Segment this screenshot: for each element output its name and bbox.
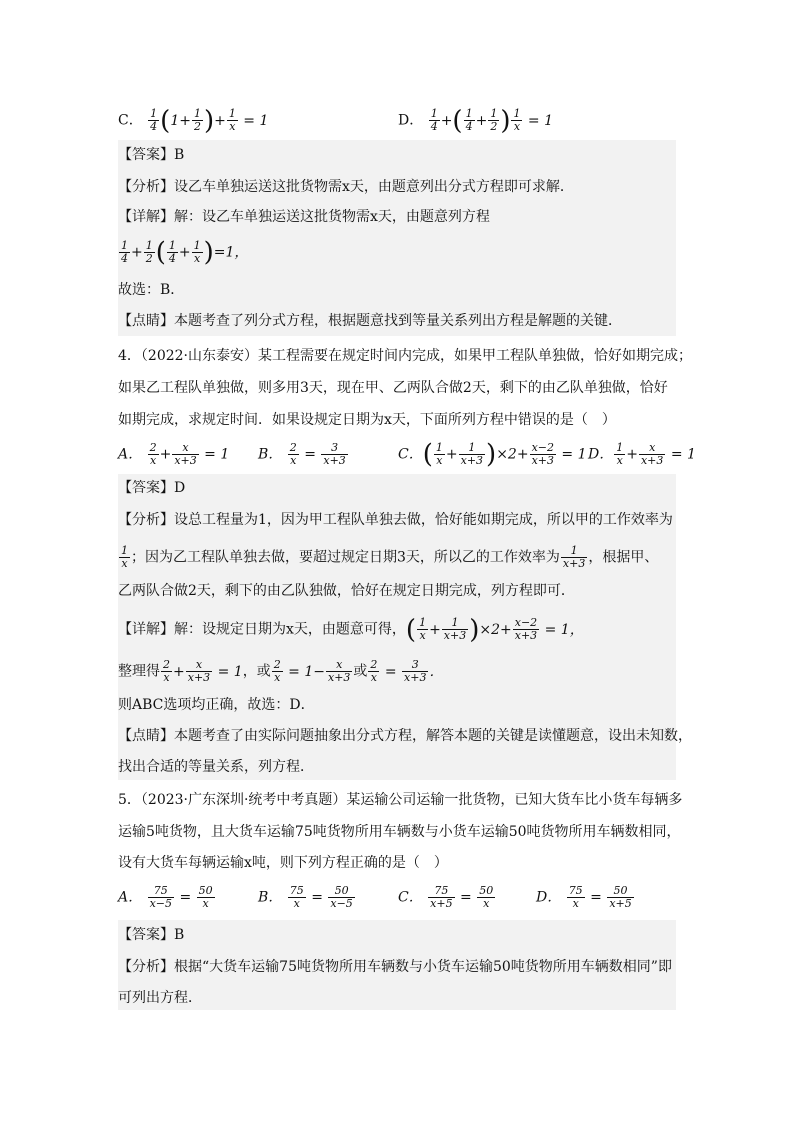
q3-option-c-formula: $\frac{1}{4}$ (1+ $\frac{1}{2}$ )+ $\frac{1}{x}$ = 1 [150, 105, 269, 136]
q5-option-b: B． $\frac{75}{x}$ = $\frac{50}{x-5}$ [258, 884, 353, 910]
q5-option-a: A． $\frac{75}{x-5}$ = $\frac{50}{x}$ [118, 884, 213, 910]
q4-analysis-line2-b: ，根据甲、 [588, 549, 659, 566]
q5-option-b-label: B． [258, 889, 283, 906]
q5-option-d-label: D． [536, 889, 562, 906]
q4-comment-line2: 找出合适的等量关系，列方程． [118, 759, 314, 775]
q5-stem-line1: 5．（2023·广东深圳·统考中考真题）某运输公司运输一批货物，已知大货车比小货车每辆多 [118, 792, 683, 808]
q4-option-d-label: D． [588, 446, 614, 463]
q3-option-c [118, 105, 269, 136]
q4-option-a-label: A． [118, 446, 143, 463]
q4-analysis-line2-a: ；因为乙工程队单独去做，要超过规定日期3天，所以乙的工作效率为 [131, 549, 560, 566]
q4-comment-line1: 【点睛】本题考查了由实际问题抽象出分式方程，解答本题的关键是读懂题意，设出未知数， [118, 728, 692, 744]
q3-detail-equation: $\frac{1}{4}$ + $\frac{1}{2}$ ( $\frac{1}{4}$ + $\frac{1}{x}$ )=1， [121, 237, 249, 268]
q4-detail-line2-b: ，或 [242, 663, 271, 680]
q4-detail-line3: 则ABC选项均正确，故选：D． [118, 697, 315, 713]
q3-option-d [398, 105, 554, 136]
q3-comment: 【点睛】本题考查了列分式方程，根据题意找到等量关系列出方程是解题的关键． [118, 313, 622, 329]
q5-analysis-line1: 【分析】根据“大货车运输75吨货物所用车辆数与小货车运输50吨货物所用车辆数相同”即 [118, 959, 672, 975]
q4-option-b-label: B． [258, 446, 283, 463]
q4-detail-line1: 【详解】解：设规定日期为x天，由题意可得，( $\frac{1}{x}$ + $\frac{1}{x+3}$ )×2+ $\frac{x-2}{x+3}$ = 1， [118, 614, 584, 645]
q4-stem-line3: 如期完成，求规定时间．如果设规定日期为x天，下面所列方程中错误的是（ ） [118, 412, 616, 428]
q3-analysis: 【分析】设乙车单独运送这批货物需x天，由题意列出分式方程即可求解． [118, 179, 574, 195]
q4-stem-line2: 如果乙工程队单独做，则多用3天，现在甲、乙两队合做2天，剩下的由乙队单独做，恰好 [118, 380, 668, 396]
q4-detail-line1-text: 【详解】解：设规定日期为x天，由题意可得， [118, 621, 406, 638]
q4-option-b: B． $\frac{2}{x}$ = $\frac{3}{x+3}$ [258, 441, 346, 467]
q4-option-c-label: C． [398, 446, 423, 463]
q3-detail-tail: =1， [213, 244, 249, 261]
q3-option-c-label: C． [118, 112, 143, 129]
q4-detail-line2-c: 或 [353, 663, 368, 680]
q5-answer: 【答案】B [118, 927, 185, 943]
q4-detail-line2: 整理得 $\frac{2}{x}$ + $\frac{x}{x+3}$ = 1，或 $\frac{2}{x}$ = 1− $\frac{x}{x+3}$ 或 $\frac{2}{x}$ = $\frac{3}{x+3}$ ． [118, 658, 444, 684]
q5-option-c: C． $\frac{75}{x+5}$ = $\frac{50}{x}$ [398, 884, 494, 910]
q4-analysis-line3: 乙两队合做2天，剩下的由乙队独做，恰好在规定日期完成，列方程即可． [118, 583, 575, 599]
q5-stem-line3: 设有大货车每辆运输x吨，则下列方程正确的是（ ） [118, 855, 448, 871]
q4-answer: 【答案】D [118, 480, 186, 496]
q5-analysis-line2: 可列出方程． [118, 990, 202, 1006]
q4-analysis-line2: $\frac{1}{x}$ ；因为乙工程队单独去做，要超过规定日期3天，所以乙的工作效率为 $\frac{1}{x+3}$ ，根据甲、 [121, 544, 659, 570]
q5-option-a-label: A． [118, 889, 143, 906]
q3-detail-intro: 【详解】解：设乙车单独运送这批货物需x天，由题意列方程 [118, 209, 490, 225]
q4-detail-line2-a: 整理得 [118, 663, 160, 680]
q4-option-d: D． $\frac{1}{x}$ + $\frac{x}{x+3}$ = 1 [588, 441, 696, 467]
q3-option-d-formula: $\frac{1}{4}$ +( $\frac{1}{4}$ + $\frac{1}{2}$ ) $\frac{1}{x}$ = 1 [430, 105, 554, 136]
q5-option-d: D． $\frac{75}{x}$ = $\frac{50}{x+5}$ [536, 884, 632, 910]
q4-stem-line1: 4．（2022·山东泰安）某工程需要在规定时间内完成，如果甲工程队单独做，恰好如期完成； [118, 348, 692, 364]
q4-analysis-line1: 【分析】设总工程量为1，因为甲工程队单独去做，恰好能如期完成，所以甲的工作效率为 [118, 512, 673, 528]
q3-option-d-label: D． [398, 112, 424, 129]
q5-stem-line2: 运输5吨货物，且大货车运输75吨货物所用车辆数与小货车运输50吨货物所用车辆数相同， [118, 824, 681, 840]
q4-option-a: A． $\frac{2}{x}$ + $\frac{x}{x+3}$ = 1 [118, 441, 230, 467]
q3-choose: 故选：B． [118, 282, 185, 298]
q5-option-c-label: C． [398, 889, 423, 906]
q3-solution-block [118, 140, 676, 336]
q3-answer: 【答案】B [118, 147, 185, 163]
q4-option-c: C．( $\frac{1}{x}$ + $\frac{1}{x+3}$ )×2+ $\frac{x-2}{x+3}$ = 1 [398, 439, 587, 470]
